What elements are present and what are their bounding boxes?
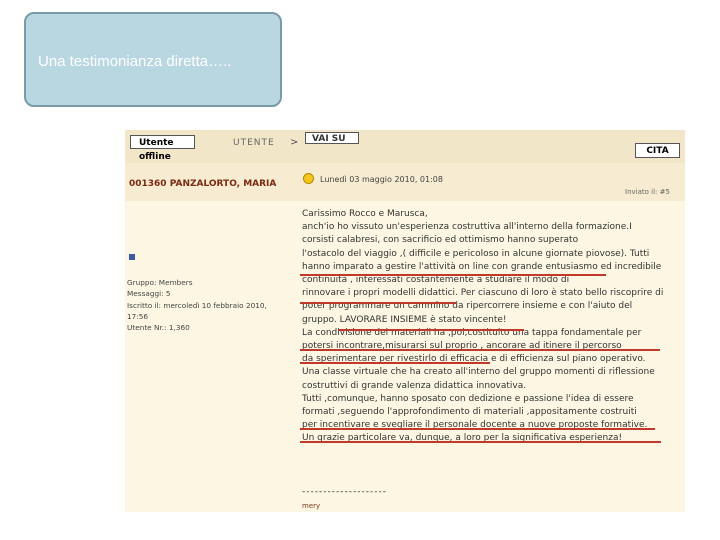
post-line: hanno imparato a gestire l'attività on line con grande entusiasmo ed incredibile — [302, 261, 662, 272]
quote-button[interactable]: CITA — [635, 143, 680, 158]
post-line: gruppo. LAVORARE INSIEME è stato vincente! — [302, 314, 507, 325]
post-line: Tutti ,comunque, hanno sposato con dedizione e passione l'idea di essere — [302, 393, 634, 404]
user-group: Gruppo: Members — [127, 278, 193, 287]
user-info — [127, 277, 267, 333]
highlight-underline — [300, 362, 490, 364]
smiley-icon — [303, 173, 314, 184]
post-line: corsisti calabresi, con sacrificio ed ottimismo hanno superato — [302, 235, 579, 246]
post-body — [302, 208, 684, 446]
forum-post-screenshot — [125, 130, 685, 512]
post-line: rinnovare i propri modelli didattici. Per ciascuno di loro è stato bello riscoprire di — [302, 288, 664, 299]
post-date: Lunedì 03 maggio 2010, 01:08 — [320, 175, 443, 184]
user-number: Utente Nr.: 1,360 — [127, 323, 190, 333]
presence-icon — [129, 254, 135, 260]
user-messages: Messaggi: 5 — [127, 289, 171, 299]
signature: mery — [302, 502, 321, 510]
post-line: per incentivare e svegliare il personale docente a nuove proposte formative. — [302, 420, 648, 431]
highlight-underline — [300, 441, 661, 443]
post-line: Carissimo Rocco e Marusca, — [302, 209, 428, 219]
go-up-button[interactable]: VAI SU — [305, 132, 359, 144]
post-line: potersi incontrare,misurarsi sul proprio , ancorare ad itinere il percorso — [302, 341, 622, 352]
user-offline-button[interactable]: Utente offline — [130, 135, 195, 149]
post-line: l'ostacolo del viaggio ,( difficile e pericoloso in alcune giornate piovose). Tutti — [302, 248, 650, 259]
post-line: La condivisione dei materiali ha ,poi,costituito una tappa fondamentale per — [302, 327, 642, 338]
highlight-underline — [300, 349, 660, 351]
chevron-right-icon: > — [290, 137, 299, 148]
highlight-underline — [300, 428, 655, 430]
highlight-underline — [300, 302, 456, 304]
highlight-underline — [300, 274, 606, 276]
user-joined: Iscritto il: mercoledì 10 febbraio 2010, — [127, 300, 267, 310]
signature-separator: -------------------- — [302, 487, 387, 497]
caption-text: Una testimonianza diretta….. — [38, 53, 232, 70]
highlight-underline — [338, 329, 524, 331]
user-joined-time: 17:56 — [127, 311, 149, 321]
post-line: formati ,seguendo l'approfondimento di materiali ,appositamente costruiti — [302, 407, 637, 418]
caption-box — [24, 12, 282, 107]
author-name[interactable]: 001360 PANZALORTO, MARIA — [129, 179, 277, 189]
post-number: Inviato il: #5 — [625, 188, 670, 196]
post-line: Una classe virtuale che ha creato all'interno del gruppo momenti di riflessione — [302, 367, 655, 378]
post-line: da sperimentare per rivestirlo di efficacia e di efficienza sul piano operativo. — [302, 354, 646, 365]
post-line: continuità , interessati costantemente a studiare il modo di — [302, 275, 570, 286]
post-line: anch'io ho vissuto un'esperienza costruttiva all'interno della formazione.I — [302, 222, 632, 233]
post-toolbar — [125, 130, 685, 163]
post-line: costruttivi di grande valenza didattica innovativa. — [302, 380, 527, 391]
post-line: poter programmare un cammino da ripercorrere insieme e con l'aiuto del — [302, 301, 633, 312]
user-tab[interactable]: UTENTE — [233, 138, 275, 148]
post-line: Un grazie particolare va, dunque, a loro per la significativa esperienza! — [302, 433, 623, 444]
